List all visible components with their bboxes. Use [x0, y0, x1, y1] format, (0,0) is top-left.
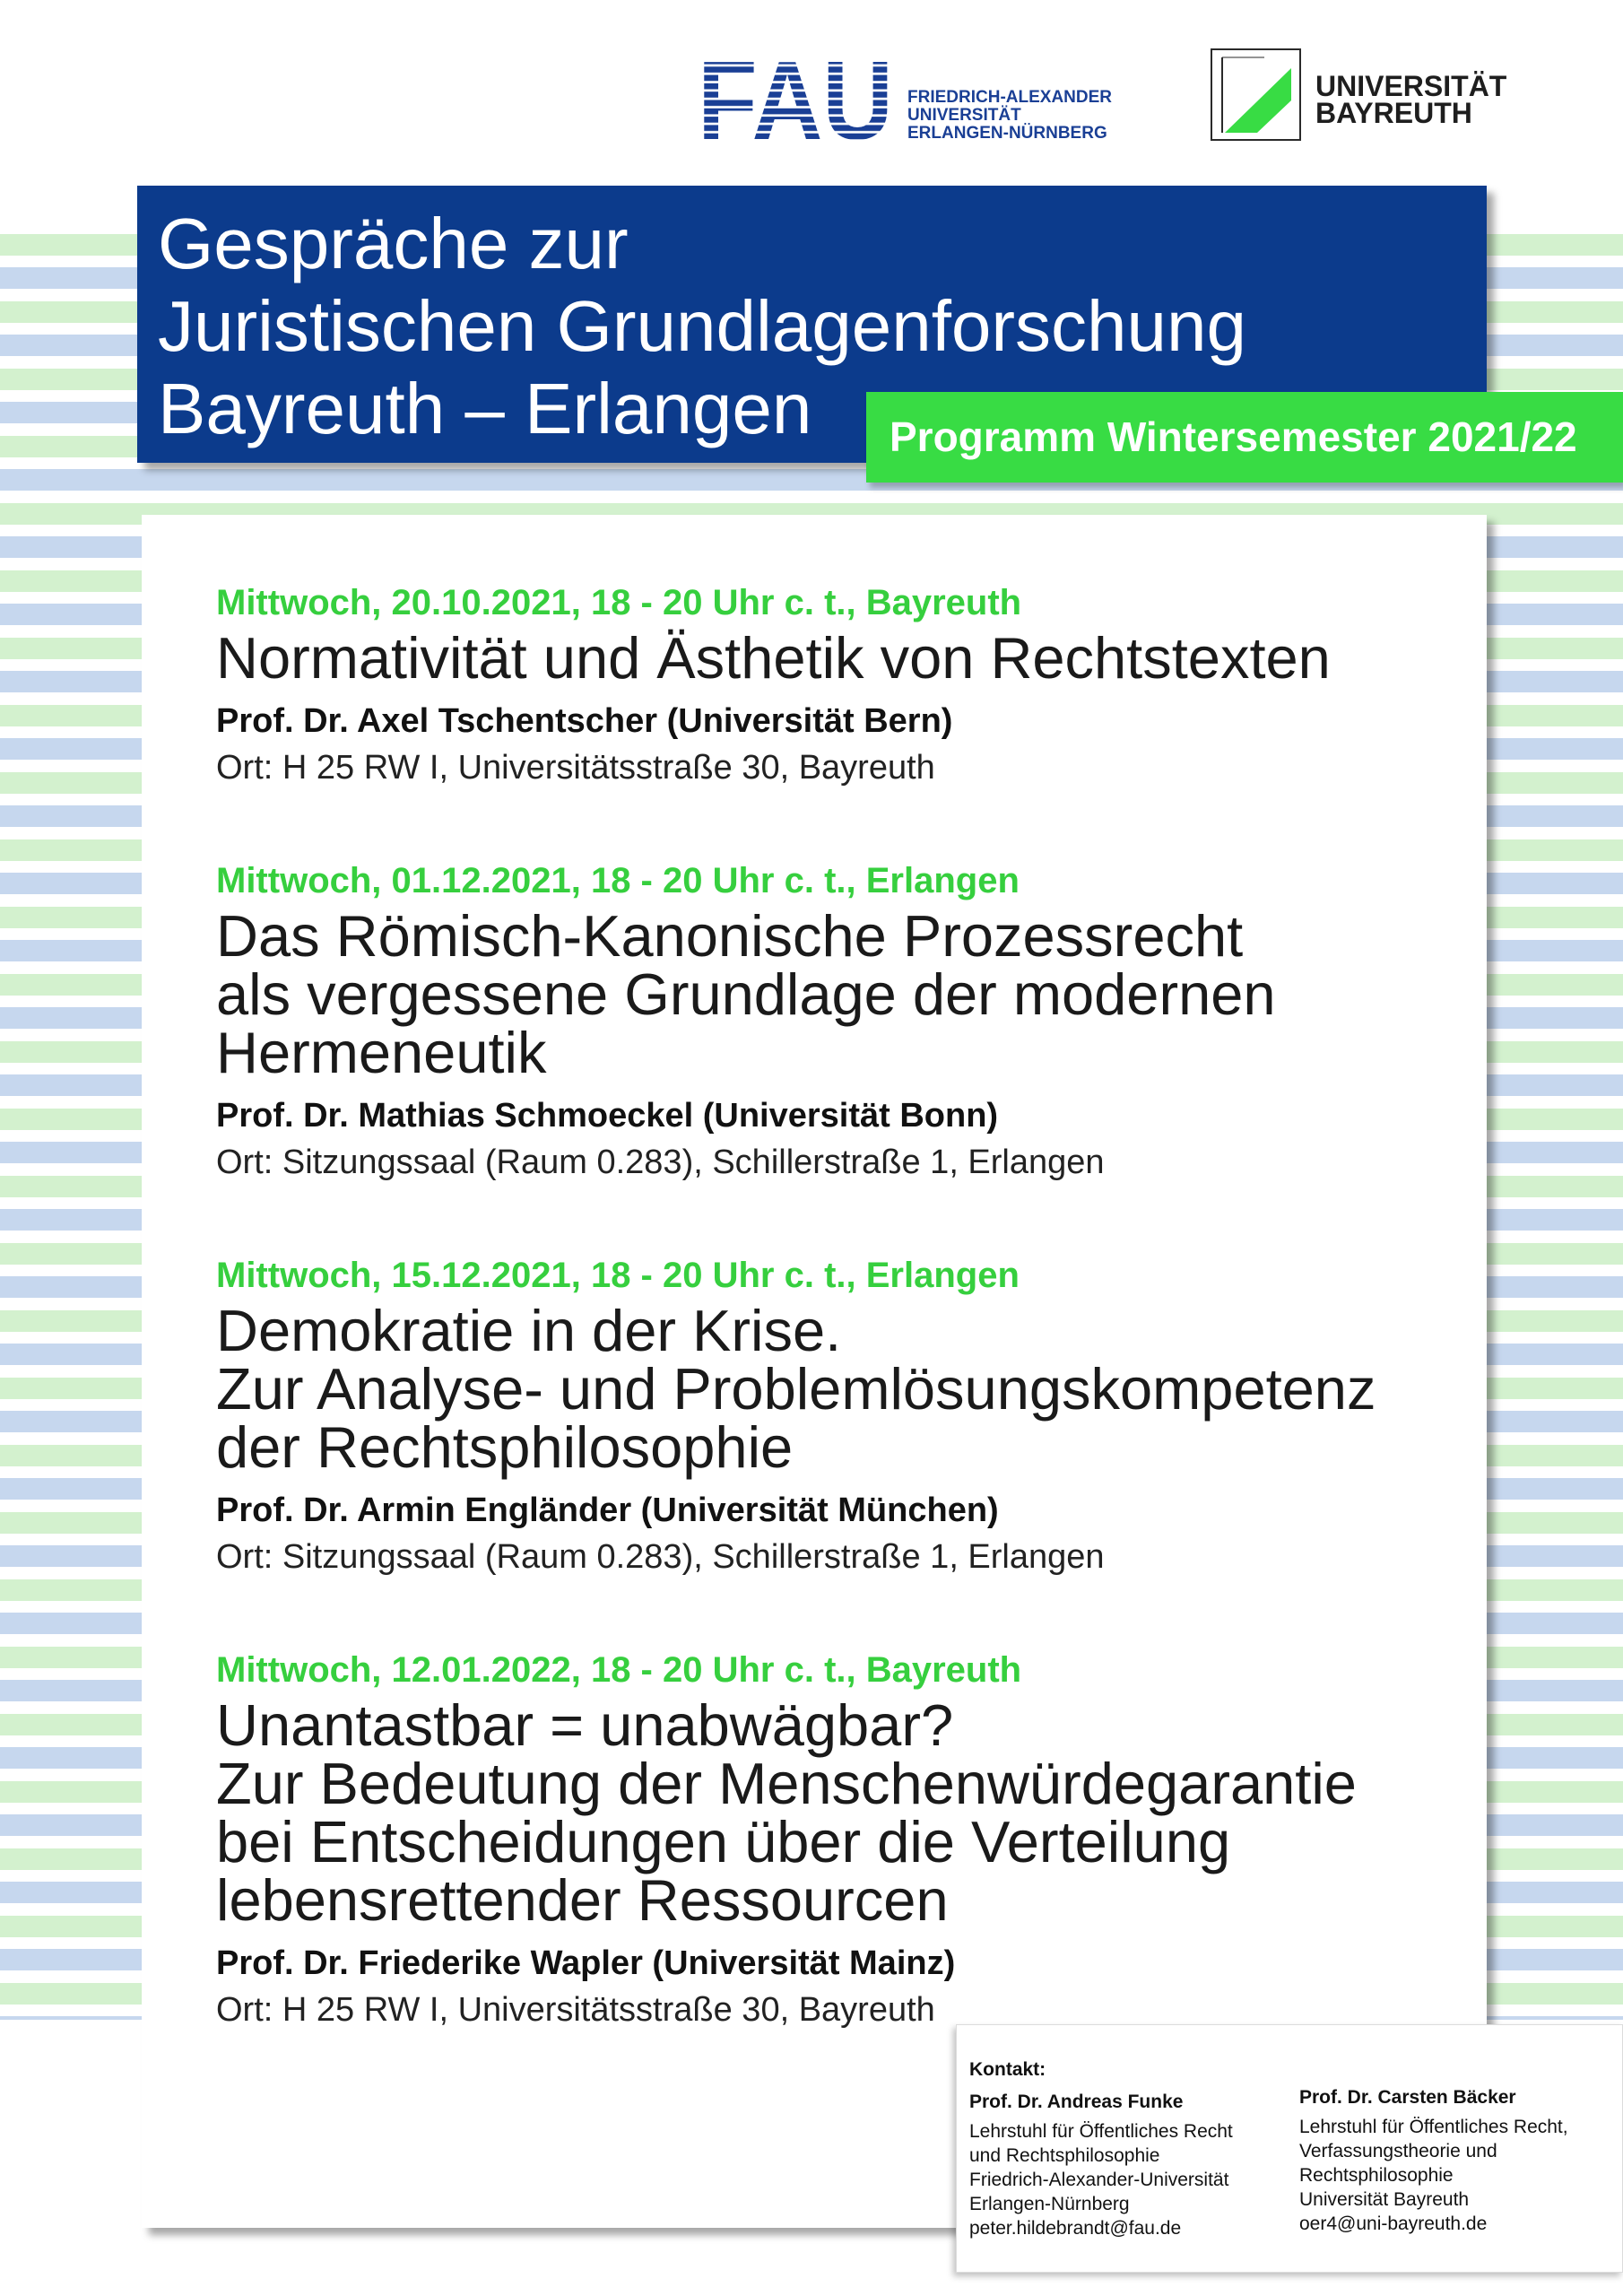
event-title-line: Unantastbar = unabwägbar?	[216, 1692, 954, 1758]
fau-logo-text	[907, 89, 1112, 143]
contact-line: Verfassungstheorie und	[1299, 2141, 1497, 2161]
event-title	[216, 1298, 1471, 1480]
event-title-line: Demokratie in der Krise.	[216, 1298, 842, 1363]
event-date: Mittwoch, 20.10.2021, 18 - 20 Uhr c. t., Bayreuth	[216, 583, 1022, 622]
ubt-logo-line: BAYREUTH	[1315, 97, 1472, 129]
event-date: Mittwoch, 01.12.2021, 18 - 20 Uhr c. t., Erlangen	[216, 861, 1020, 900]
fau-logo	[698, 39, 1128, 163]
event-speaker: Prof. Dr. Axel Tschentscher (Universität Bern)	[216, 702, 953, 740]
event-date: Mittwoch, 12.01.2022, 18 - 20 Uhr c. t., Bayreuth	[216, 1650, 1022, 1690]
contact-line: Erlangen-Nürnberg	[969, 2194, 1130, 2214]
event-title	[216, 1692, 1471, 1933]
contact-heading: Kontakt:	[969, 2059, 1046, 2080]
contact-line: Lehrstuhl für Öffentliches Recht,	[1299, 2117, 1568, 2137]
contact-name: Prof. Dr. Andreas Funke	[969, 2092, 1184, 2112]
event-item	[216, 579, 1471, 791]
event-location: Ort: H 25 RW I, Universitätsstraße 30, Bayreuth	[216, 1991, 935, 2029]
contact-line: Lehrstuhl für Öffentliches Recht	[969, 2121, 1233, 2142]
semester-banner-label: Programm Wintersemester 2021/22	[890, 413, 1577, 460]
fau-wordmark-text: FAU	[698, 39, 893, 163]
event-date: Mittwoch, 15.12.2021, 18 - 20 Uhr c. t., Erlangen	[216, 1256, 1020, 1295]
contact-person	[969, 2090, 1233, 2240]
event-title-line: lebensrettender Ressourcen	[216, 1867, 949, 1933]
event-item	[216, 1252, 1471, 1580]
contact-person	[1299, 2085, 1568, 2236]
contact-line: Friedrich-Alexander-Universität	[969, 2170, 1229, 2190]
event-item	[216, 1647, 1471, 2033]
ubt-logo	[1211, 48, 1524, 143]
contact-line: Rechtsphilosophie	[1299, 2165, 1454, 2186]
event-title-line: Normativität und Ästhetik von Rechtstexten	[216, 625, 1331, 691]
contact-email: oer4@uni-bayreuth.de	[1299, 2213, 1488, 2234]
ubt-logo-text	[1315, 70, 1507, 129]
title-line: Juristischen Grundlagenforschung	[158, 286, 1247, 366]
fau-logo-wordmark	[698, 39, 893, 163]
event-title	[216, 625, 1471, 691]
event-item	[216, 857, 1471, 1186]
event-title-line: als vergessene Grundlage der modernen	[216, 961, 1276, 1027]
title-line: Bayreuth – Erlangen	[158, 369, 812, 448]
fau-logo-line: FRIEDRICH-ALEXANDER	[907, 88, 1112, 107]
event-speaker: Prof. Dr. Mathias Schmoeckel (Universität Bonn)	[216, 1097, 999, 1135]
event-title-line: Zur Bedeutung der Menschenwürdegarantie	[216, 1751, 1357, 1816]
event-location: Ort: Sitzungssaal (Raum 0.283), Schillerstraße 1, Erlangen	[216, 1144, 1105, 1181]
fau-logo-line: ERLANGEN-NÜRNBERG	[907, 124, 1107, 143]
contact-line: Universität Bayreuth	[1299, 2189, 1470, 2210]
contact-box	[956, 2024, 1623, 2273]
program-card	[142, 515, 1487, 2228]
contact-name: Prof. Dr. Carsten Bäcker	[1299, 2087, 1516, 2108]
event-title-line: bei Entscheidungen über die Verteilung	[216, 1809, 1231, 1874]
contact-email: peter.hildebrandt@fau.de	[969, 2218, 1182, 2239]
ubt-logo-mark	[1211, 48, 1301, 141]
event-list	[216, 579, 1471, 2100]
event-title-line: der Rechtsphilosophie	[216, 1414, 794, 1480]
event-title-line: Zur Analyse- und Problemlösungskompetenz	[216, 1356, 1376, 1422]
event-location: Ort: Sitzungssaal (Raum 0.283), Schillerstraße 1, Erlangen	[216, 1538, 1105, 1576]
title-line: Gespräche zur	[158, 204, 629, 283]
event-title-line: Das Römisch-Kanonische Prozessrecht	[216, 903, 1244, 969]
ubt-logo-line: UNIVERSITÄT	[1315, 70, 1507, 102]
contact-line: und Rechtsphilosophie	[969, 2145, 1160, 2166]
event-speaker: Prof. Dr. Friederike Wapler (Universität Mainz)	[216, 1944, 956, 1982]
event-title-line: Hermeneutik	[216, 1020, 547, 1085]
event-speaker: Prof. Dr. Armin Engländer (Universität München)	[216, 1492, 999, 1529]
event-location: Ort: H 25 RW I, Universitätsstraße 30, Bayreuth	[216, 749, 935, 787]
semester-banner	[866, 392, 1623, 483]
event-title	[216, 903, 1471, 1085]
fau-logo-line: UNIVERSITÄT	[907, 106, 1021, 125]
